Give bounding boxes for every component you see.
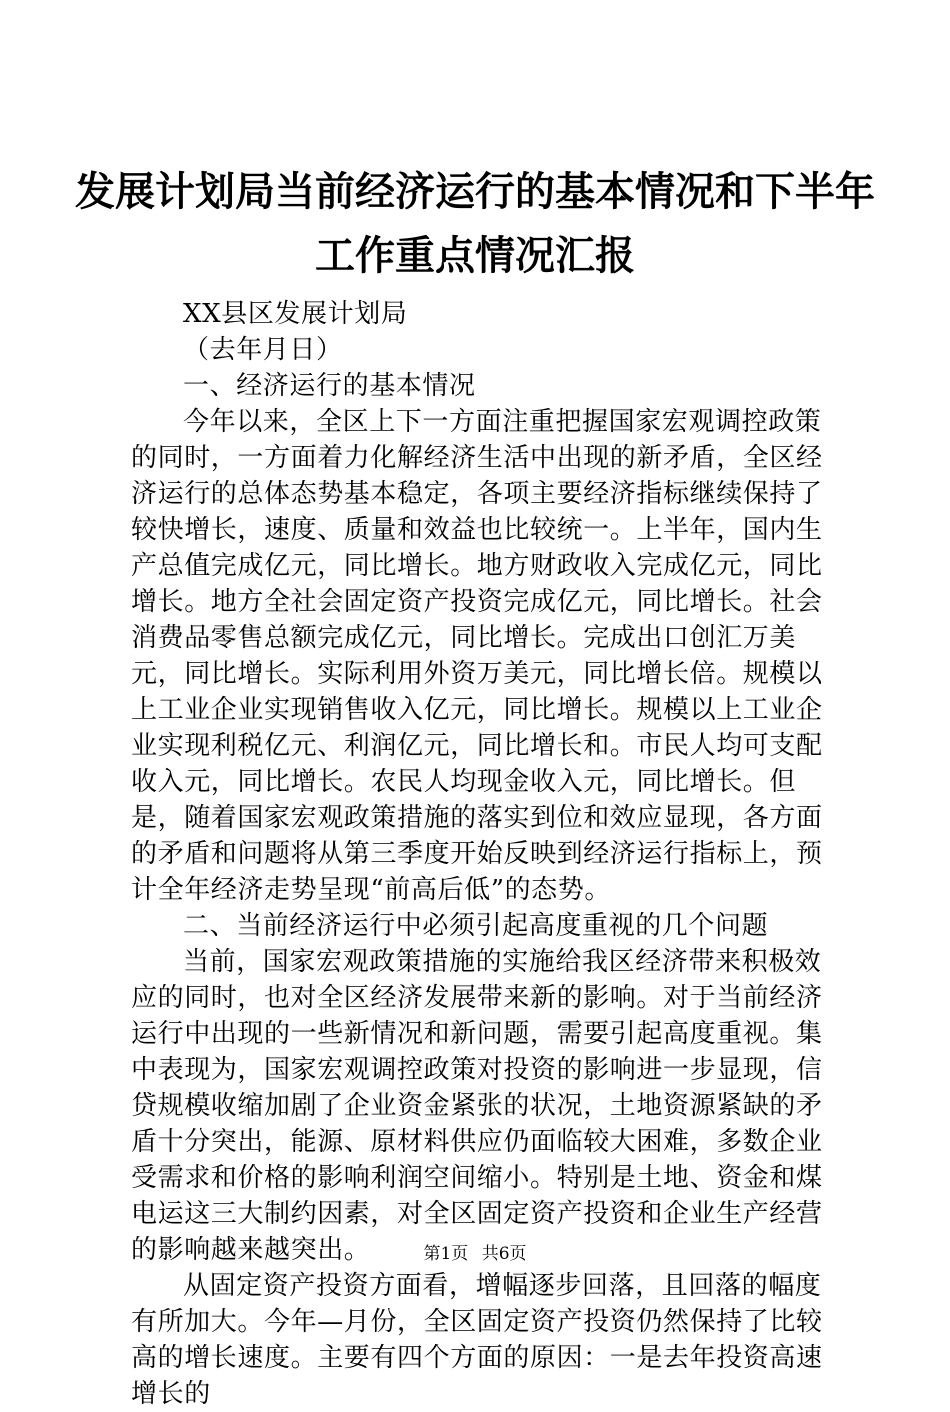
section-1-heading: 一、经济运行的基本情况 bbox=[183, 371, 476, 401]
author-line: XX县区发展计划局 bbox=[183, 299, 408, 329]
page-number: 第1页 bbox=[423, 1244, 469, 1264]
document-title bbox=[0, 160, 950, 288]
page-total: 共6页 bbox=[481, 1244, 527, 1264]
document-title-line-2: 工作重点情况汇报 bbox=[315, 233, 635, 279]
section-2-paragraph-2: 从固定资产投资方面看，增幅逐步回落，且回落的幅度有所加大。今年—月份，全区固定资产投资仍然保持了比较高的增长速度。主要有四个方面的原因：一是去年投资高速增长的 bbox=[131, 1271, 823, 1409]
page-footer bbox=[0, 1242, 950, 1266]
section-2-paragraph-1: 当前，国家宏观政策措施的实施给我区经济带来积极效应的同时，也对全区经济发展带来新的影响。对于当前经济运行中出现的一些新情况和新问题，需要引起高度重视。集中表现为，国家宏观调控政策对投资的影响进一步显现，信贷规模收缩加剧了企业资金紧张的状况，土地资源紧缺的矛盾十分突出，能源、原材料供应仍面临较大困难，多数企业受需求和价格的影响利润空间缩小。特别是土地、资金和煤电运这三大制约因素，对全区固定资产投资和企业生产经营的影响越来越突出。 bbox=[131, 947, 823, 1265]
date-line: （去年月日） bbox=[183, 335, 343, 365]
section-2-heading: 二、当前经济运行中必须引起高度重视的几个问题 bbox=[183, 911, 769, 941]
section-1-paragraph: 今年以来，全区上下一方面注重把握国家宏观调控政策的同时，一方面着力化解经济生活中出现的新矛盾，全区经济运行的总体态势基本稳定，各项主要经济指标继续保持了较快增长，速度、质量和效益也比较统一。上半年，国内生产总值完成亿元，同比增长。地方财政收入完成亿元，同比增长。地方全社会固定资产投资完成亿元，同比增长。社会消费品零售总额完成亿元，同比增长。完成出口创汇万美元，同比增长。实际利用外资万美元，同比增长倍。规模以上工业企业实现销售收入亿元，同比增长。规模以上工业企业实现利税亿元、利润亿元，同比增长和。市民人均可支配收入元，同比增长。农民人均现金收入元，同比增长。但是，随着国家宏观政策措施的落实到位和效应显现，各方面的矛盾和问题将从第三季度开始反映到经济运行指标上，预计全年经济走势呈现“前高后低”的态势。 bbox=[131, 407, 823, 905]
document-title-line-1: 发展计划局当前经济运行的基本情况和下半年 bbox=[75, 169, 875, 215]
